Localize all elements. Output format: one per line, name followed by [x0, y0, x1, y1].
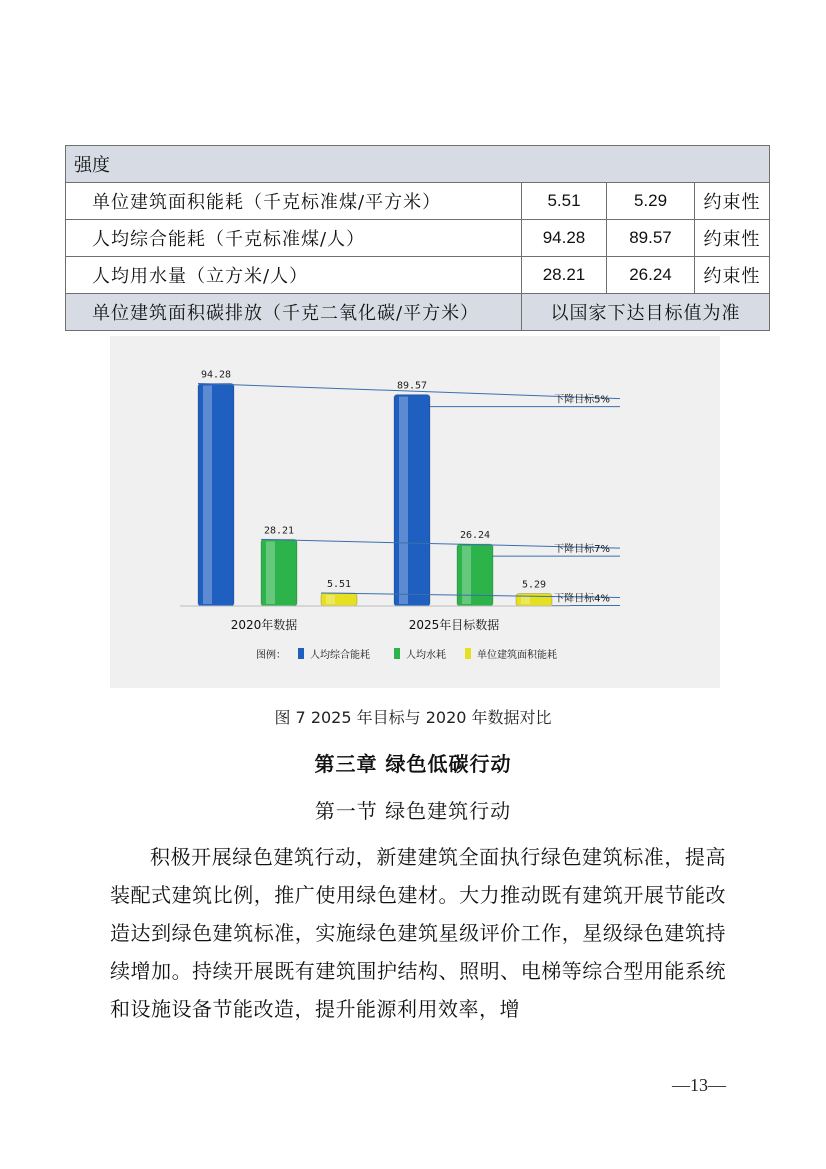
row-2025-value: 5.29 — [607, 183, 695, 220]
row-2020-value: 28.21 — [522, 257, 607, 294]
row-merged-value: 以国家下达目标值为准 — [522, 294, 770, 331]
comparison-chart — [110, 336, 720, 688]
page-number: —13— — [672, 1075, 726, 1095]
target-annotation: 下降目标5% — [554, 394, 610, 406]
legend-swatch — [465, 648, 471, 659]
row-name: 单位建筑面积能耗（千克标准煤/平方米） — [66, 183, 522, 220]
legend-swatch — [394, 648, 400, 659]
figure-caption: 图 7 2025 年目标与 2020 年数据对比 — [274, 708, 552, 727]
data-label: 89.57 — [396, 380, 428, 392]
data-label: 94.28 — [200, 369, 232, 381]
bar-highlight — [266, 541, 275, 604]
table-header-row — [66, 146, 770, 183]
target-annotation: 下降目标7% — [554, 544, 610, 556]
row-name: 人均用水量（立方米/人） — [66, 257, 522, 294]
category-label: 2025年目标数据 — [408, 618, 500, 632]
data-label: 5.29 — [521, 579, 547, 591]
row-name: 人均综合能耗（千克标准煤/人） — [66, 220, 522, 257]
data-label: 5.51 — [326, 578, 352, 590]
row-2025-value: 26.24 — [607, 257, 695, 294]
row-2020-value: 94.28 — [522, 220, 607, 257]
chart-svg — [110, 336, 720, 688]
legend-label: 人均综合能耗 — [310, 650, 370, 661]
body-paragraph: 积极开展绿色建筑行动，新建建筑全面执行绿色建筑标准，提高装配式建筑比例，推广使用绿色建材。大力推动既有建筑开展节能改造达到绿色建筑标准，实施绿色建筑星级评价工作，星级绿色建筑持续增加。持续开展既有建筑围护结构、照明、电梯等综合型用能系统和设施设备节能改造，提升能源利用效率，增 — [110, 845, 726, 1021]
row-name: 单位建筑面积碳排放（千克二氧化碳/平方米） — [66, 294, 522, 331]
row-2025-value: 89.57 — [607, 220, 695, 257]
row-kind: 约束性 — [695, 257, 770, 294]
bar-highlight — [521, 596, 530, 604]
bar-highlight — [203, 385, 212, 604]
category-label: 2020年数据 — [230, 618, 298, 632]
table-row — [66, 220, 770, 257]
legend-label: 单位建筑面积能耗 — [477, 650, 557, 661]
table-header-cell: 强度 — [66, 146, 770, 183]
target-annotation: 下降目标4% — [554, 593, 610, 605]
section-title: 第一节 绿色建筑行动 — [314, 799, 512, 823]
indicator-table — [65, 145, 770, 331]
legend-swatch — [298, 648, 304, 659]
legend-label: 人均水耗 — [406, 650, 446, 661]
chapter-title: 第三章 绿色低碳行动 — [314, 752, 512, 776]
row-kind: 约束性 — [695, 220, 770, 257]
data-label: 26.24 — [459, 530, 491, 542]
legend-title: 图例： — [256, 650, 286, 661]
table-row — [66, 183, 770, 220]
table-row — [66, 257, 770, 294]
row-2020-value: 5.51 — [522, 183, 607, 220]
data-label: 28.21 — [263, 525, 295, 537]
bar-highlight — [326, 595, 335, 604]
bar-highlight — [399, 397, 408, 604]
row-kind: 约束性 — [695, 183, 770, 220]
table-row — [66, 294, 770, 331]
